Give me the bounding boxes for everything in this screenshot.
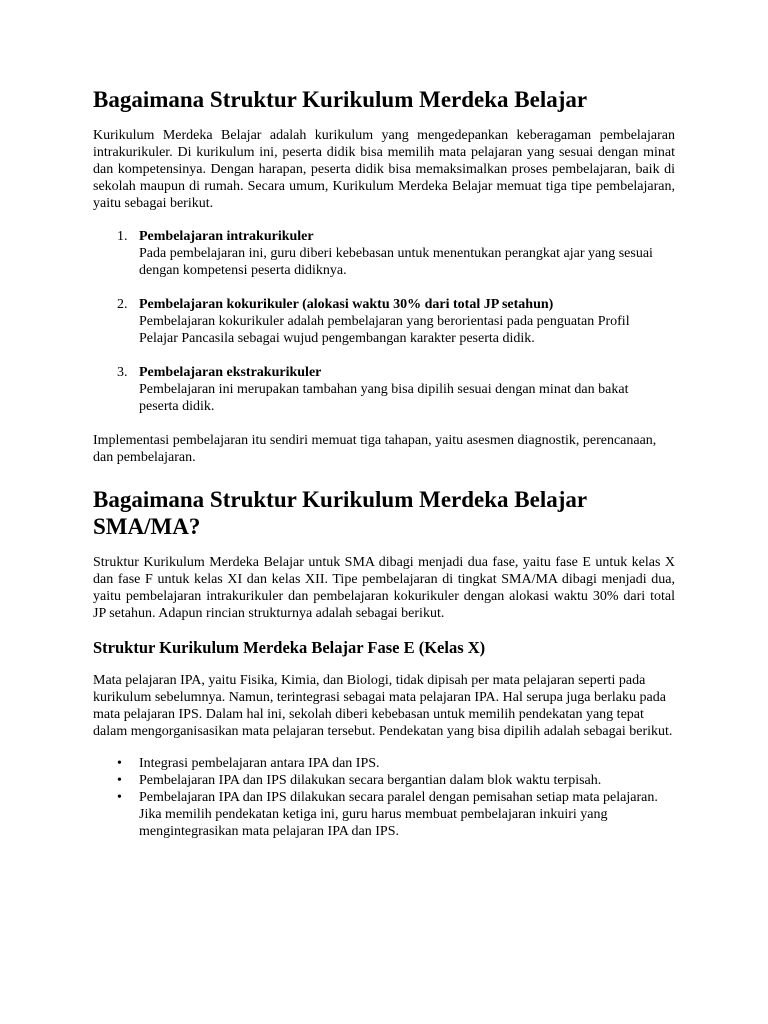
- list-item: [93, 228, 675, 279]
- implementation-paragraph: Implementasi pembelajaran itu sendiri memuat tiga tahapan, yaitu asesmen diagnostik, perencanaan, dan pembelajaran.: [93, 433, 657, 465]
- sma-intro-paragraph: Struktur Kurikulum Merdeka Belajar untuk SMA dibagi menjadi dua fase, yaitu fase E untuk kelas X dan fase F untuk kelas XI dan kelas XII. Tipe pembelajaran di tingkat SMA/MA dibagi menjadi dua, yaitu pembelajaran intrakurikuler dan pembelajaran kokurikuler dengan alokasi waktu 30% dari total JP setahun. Adapun rincian strukturnya adalah sebagai berikut.: [93, 555, 675, 621]
- list-item-text: Pada pembelajaran ini, guru diberi kebebasan untuk menentukan perangkat ajar yang sesuai dengan kompetensi peserta didiknya.: [139, 246, 653, 278]
- heading-sma-ma: Bagaimana Struktur Kurikulum Merdeka Belajar SMA/MA?: [93, 487, 587, 539]
- bullet-text: Pembelajaran IPA dan IPS dilakukan secara paralel dengan pemisahan setiap mata pelajaran. Jika memilih pendekatan ketiga ini, guru harus membuat pembelajaran inkuiri yang mengintegrasikan mata pelajaran IPA dan IPS.: [139, 790, 658, 839]
- approach-bullet-list: [93, 755, 675, 840]
- list-item-title: Pembelajaran ekstrakurikuler: [139, 365, 322, 380]
- list-item: [93, 364, 675, 415]
- bullet-item: [93, 772, 675, 789]
- list-item-text: Pembelajaran ini merupakan tambahan yang bisa dipilih sesuai dengan minat dan bakat peserta didik.: [139, 382, 629, 414]
- intro-paragraph: Kurikulum Merdeka Belajar adalah kurikulum yang mengedepankan keberagaman pembelajaran intrakurikuler. Di kurikulum ini, peserta didik bisa memilih mata pelajaran yang sesuai dengan minat dan kompetensinya. Dengan harapan, peserta didik bisa memaksimalkan proses pembelajaran, baik di sekolah maupun di rumah. Secara umum, Kurikulum Merdeka Belajar memuat tiga tipe pembelajaran, yaitu sebagai berikut.: [93, 128, 675, 211]
- subheading-fase-e: Struktur Kurikulum Merdeka Belajar Fase E (Kelas X): [93, 638, 486, 657]
- bullet-item: [93, 789, 675, 840]
- bullet-icon: •: [117, 756, 122, 771]
- heading-struktur-kurikulum: Bagaimana Struktur Kurikulum Merdeka Belajar: [93, 87, 588, 112]
- bullet-icon: •: [117, 790, 122, 805]
- list-number: 3.: [117, 365, 128, 380]
- list-item-title: Pembelajaran kokurikuler (alokasi waktu 30% dari total JP setahun): [139, 297, 554, 312]
- list-item: [93, 296, 675, 347]
- learning-types-list: [93, 228, 675, 415]
- list-number: 1.: [117, 229, 128, 244]
- bullet-text: Integrasi pembelajaran antara IPA dan IPS.: [139, 756, 380, 771]
- list-number: 2.: [117, 297, 128, 312]
- list-item-text: Pembelajaran kokurikuler adalah pembelajaran yang berorientasi pada penguatan Profil Pelajar Pancasila sebagai wujud pengembangan karakter peserta didik.: [139, 314, 630, 346]
- fase-e-paragraph: Mata pelajaran IPA, yaitu Fisika, Kimia, dan Biologi, tidak dipisah per mata pelajaran seperti pada kurikulum sebelumnya. Namun, terintegrasi sebagai mata pelajaran IPA. Hal serupa juga berlaku pada mata pelajaran IPS. Dalam hal ini, sekolah diberi kebebasan untuk memilih pendekatan yang tepat dalam mengorganisasikan mata pelajaran tersebut. Pendekatan yang bisa dipilih adalah sebagai berikut.: [93, 673, 673, 739]
- bullet-icon: •: [117, 773, 122, 788]
- bullet-text: Pembelajaran IPA dan IPS dilakukan secara bergantian dalam blok waktu terpisah.: [139, 773, 602, 788]
- list-item-title: Pembelajaran intrakurikuler: [139, 229, 314, 244]
- bullet-item: [93, 755, 675, 772]
